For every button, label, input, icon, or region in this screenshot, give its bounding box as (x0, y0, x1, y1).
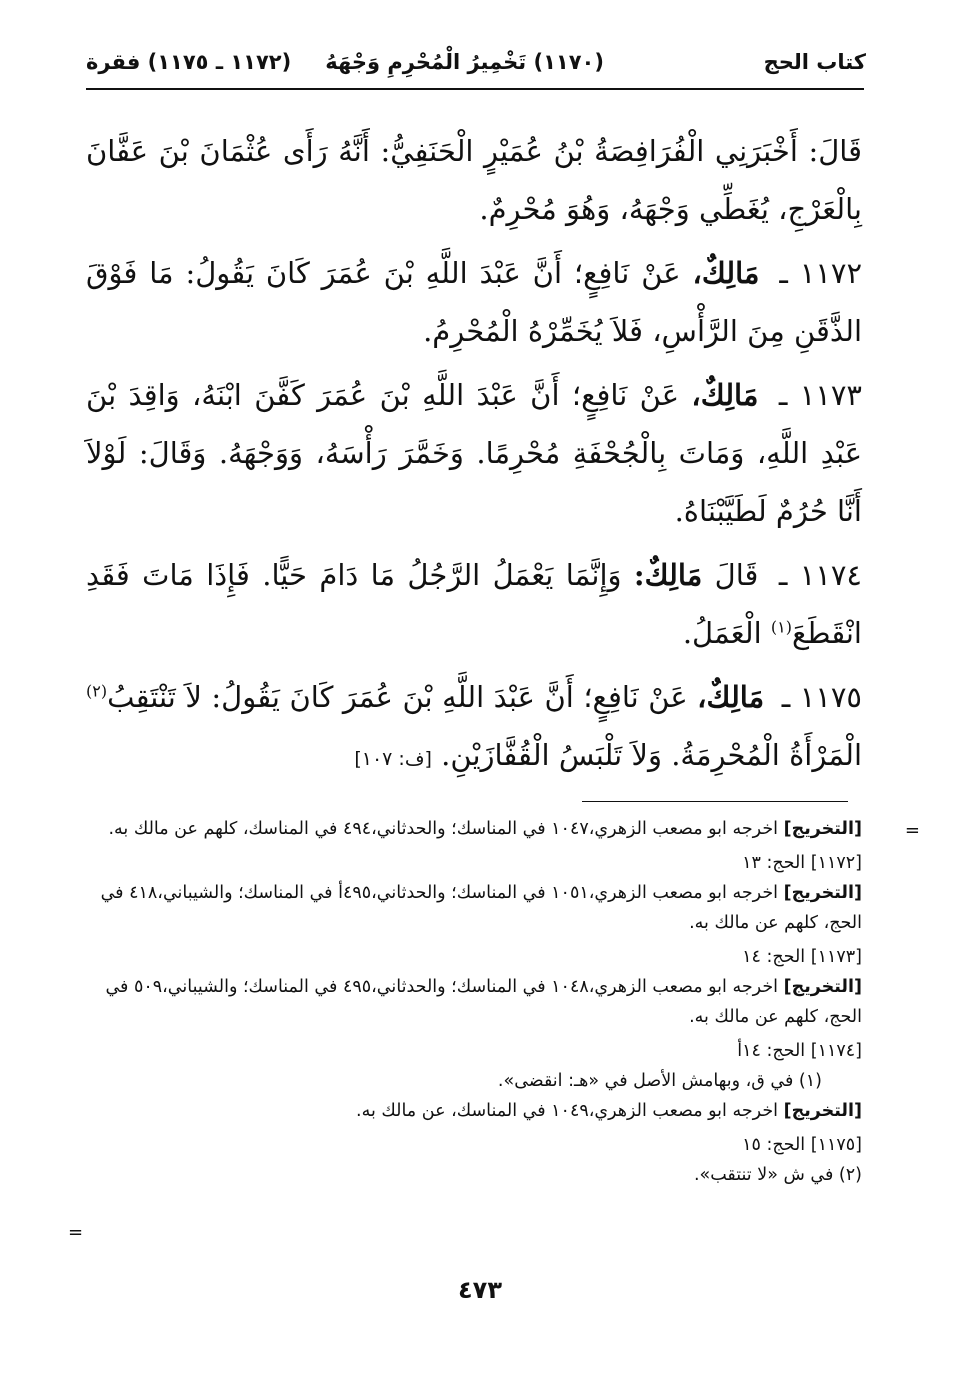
takhrij-label: [التخريج] (783, 1101, 862, 1121)
page-number: ٤٧٣ (458, 1276, 502, 1304)
footnote-text: اخرجه ابو مصعب الزهري،١٠٤٩ في المناسك، عن مالك به. (356, 1101, 779, 1121)
footnote-1173 (86, 942, 862, 1032)
paragraph-1174 (86, 546, 862, 662)
narrator-name: مَالِكٌ، (691, 378, 759, 412)
main-text (86, 122, 862, 794)
header-book-title: كتاب الحج (763, 50, 866, 74)
takhrij-label: [التخريج] (783, 977, 862, 997)
paragraph-number: ١١٧٢ ـ (779, 256, 863, 290)
paragraph-text: وَإِنَّمَا يَعْمَلُ الرَّجُلُ مَا دَامَ حَيًّا. فَإِذَا مَاتَ فَقَدِ انْقَطَعَ (86, 558, 862, 650)
paragraph-text: عَنْ نَافِعٍ؛ أَنَّ عَبْدَ اللَّهِ بْنَ عُمَرَ كَانَ يَقُولُ: لاَ تَنْتَقِبُ (107, 680, 688, 714)
continuation-mark: = (904, 820, 920, 841)
header-paragraph-range: (١١٧٢ ـ ١١٧٥) فقرة (86, 50, 292, 74)
paragraph-text: الْعَمَلُ. (682, 616, 762, 650)
header-rule (86, 88, 864, 90)
footnote-variant-note: (١) في ق، وبهامش الأصل في «هـ: انقضى». (497, 1071, 822, 1091)
narrator-name: مَالِكٌ، (692, 256, 760, 290)
narrator-name: مَالِكٌ: (633, 558, 703, 592)
paragraph-number: ١١٧٣ ـ (778, 378, 862, 412)
footnote-rule (582, 801, 848, 802)
paragraph-text: عَنْ نَافِعٍ؛ أَنَّ عَبْدَ اللَّهِ بْنَ عُمَرَ كَفَّنَ ابْنَهُ، وَاقِدَ بْنَ عَبْدِ اللَّهِ، وَمَاتَ بِالْجُحْفَةِ مُحْرِمًا. وَخَمَّرَ رَأْسَهُ، وَوَجْهَهُ. وَقَالَ: لَوْلاَ أَنَّا حُرُمٌ لَطَيَّبْنَاهُ. (86, 378, 862, 528)
paragraph-text: قَالَ (714, 558, 759, 592)
footnote-1174 (86, 1036, 862, 1126)
footnotes (86, 814, 920, 1194)
footnote-1172 (86, 848, 862, 938)
footnote-reference: [١١٧٣] الحج: ١٤ (742, 947, 862, 967)
paragraph-1175 (86, 668, 862, 788)
paragraph-number: ١١٧٤ ـ (778, 558, 863, 592)
footnote-marker[interactable]: (٢) (86, 681, 108, 701)
footnote-takhrij-1171 (86, 814, 920, 844)
footnote-reference: [١١٧٢] الحج: ١٣ (742, 853, 862, 873)
footnote-reference: [١١٧٤] الحج: ١٤أ (737, 1041, 862, 1061)
running-header (86, 44, 866, 84)
takhrij-label: [التخريج] (783, 819, 862, 839)
footnote-text: اخرجه ابو مصعب الزهري،١٠٤٨ في المناسك؛ والحدثاني،٤٩٥ في المناسك؛ والشيباني،٥٠٩ في الحج، كلهم عن مالك به. (105, 977, 862, 1027)
footnote-marker[interactable]: (١) (770, 617, 792, 637)
manuscript-folio-reference: [ف: ١٠٧] (354, 748, 432, 770)
paragraph-1173 (86, 366, 862, 540)
paragraph-number: ١١٧٥ ـ (781, 680, 863, 714)
header-chapter-title: (١١٧٠) تَخْمِيرُ الْمُحْرِمِ وَجْهَهُ (325, 50, 604, 74)
paragraph-continuation: قَالَ: أَخْبَرَنِي الْفُرَافِصَةُ بْنُ عُمَيْرٍ الْحَنَفِيُّ: أَنَّهُ رَأَى عُثْمَانَ بْنَ عَفَّانَ بِالْعَرْجِ، يُغَطِّي وَجْهَهُ، وَهُوَ مُحْرِمٌ. (86, 134, 862, 226)
footnote-reference: [١١٧٥] الحج: ١٥ (742, 1135, 862, 1155)
continuation-mark: = (68, 1222, 84, 1243)
paragraph-text: عَنْ نَافِعٍ؛ أَنَّ عَبْدَ اللَّهِ بْنَ عُمَرَ كَانَ يَقُولُ: مَا فَوْقَ الذَّقَنِ مِنَ الرَّأْسِ، فَلاَ يُخَمِّرْهُ الْمُحْرِمُ. (86, 256, 862, 348)
footnote-text: اخرجه ابو مصعب الزهري،١٠٥١ في المناسك؛ والحدثاني،٤٩٥أ في المناسك؛ والشيباني،٤١٨ في الحج، كلهم عن مالك به. (100, 883, 862, 933)
footnote-1175 (86, 1130, 862, 1190)
takhrij-label: [التخريج] (783, 883, 862, 903)
narrator-name: مَالِكٌ، (697, 680, 765, 714)
footnote-text: اخرجه ابو مصعب الزهري،١٠٤٧ في المناسك؛ والحدثاني،٤٩٤ في المناسك، كلهم عن مالك به. (108, 819, 779, 839)
paragraph-1172 (86, 244, 862, 360)
paragraph-text: الْمَرْأَةُ الْمُحْرِمَةُ. وَلاَ تَلْبَسُ الْقُفَّازَيْنِ. (441, 738, 862, 772)
footnote-variant-note: (٢) في ش «لا تنتقب». (693, 1165, 862, 1185)
